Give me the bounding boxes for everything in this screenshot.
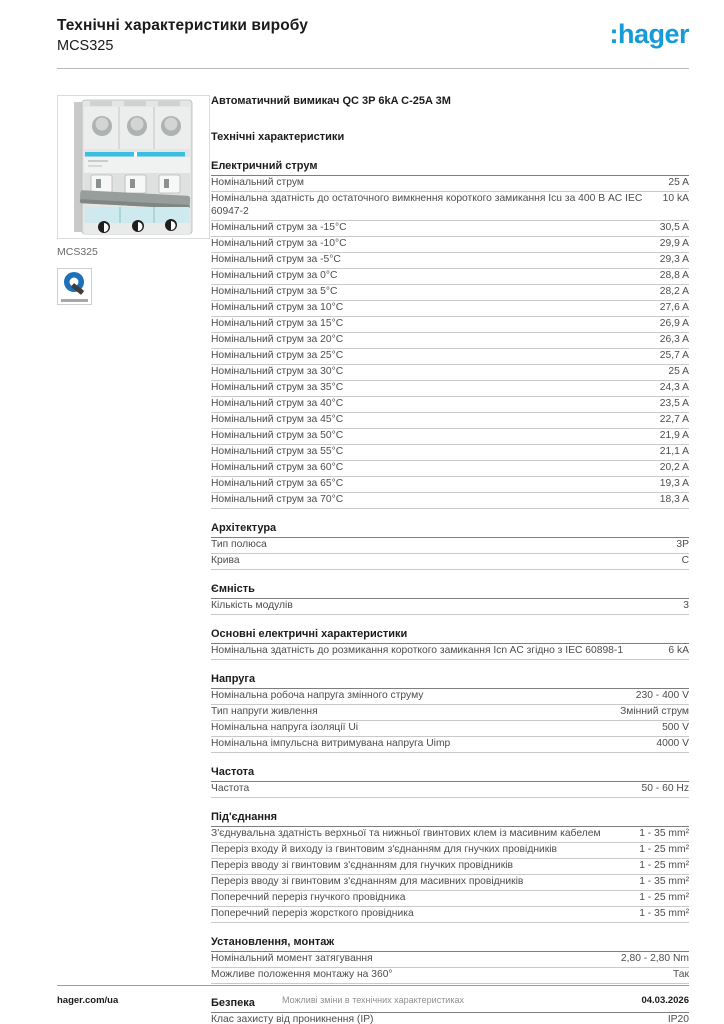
spec-label: Номінальна напруга ізоляції Ui (211, 721, 359, 733)
spec-row (211, 705, 689, 721)
spec-label: Номінальний струм за 60°C (211, 461, 344, 473)
spec-value: 30,5 A (659, 221, 689, 233)
spec-row (211, 445, 689, 461)
spec-label: Номінальний струм за 50°C (211, 429, 344, 441)
spec-value: 230 - 400 V (635, 689, 689, 701)
spec-label: Номінальний струм за 35°C (211, 381, 344, 393)
spec-label: Номінальний струм (211, 177, 304, 188)
footer-date: 04.03.2026 (641, 995, 689, 1006)
spec-label: Переріз вводу зі гвинтовим з'єднанням для гнучких провідників (211, 859, 513, 871)
spec-value: IP20 (667, 1013, 689, 1024)
quality-q-glyph (62, 271, 88, 297)
spec-value: 29,9 A (659, 237, 689, 249)
spec-value: 1 - 25 mm² (639, 843, 689, 855)
spec-label: Переріз входу й виходу із гвинтовим з'єднанням для гнучких провідників (211, 843, 558, 855)
spec-row (211, 891, 689, 907)
spec-label: Номінальний струм за 65°C (211, 477, 344, 489)
spec-row (211, 1013, 689, 1024)
spec-value: 19,3 A (659, 477, 689, 489)
spec-label: Номінальний струм за 15°C (211, 317, 344, 329)
spec-row (211, 644, 689, 660)
spec-label: Номінальна здатність до розмикання короткого замикання Icn AC згідно з IEC 60898-1 (211, 644, 624, 656)
spec-label: Номінальна здатність до остаточного вимкнення короткого замикання Icu за 400 В AC IEC 60947-2 (211, 193, 643, 217)
spec-section (211, 583, 689, 615)
quality-q-mark-icon (57, 268, 92, 305)
spec-label: Номінальний струм за 40°C (211, 397, 344, 409)
spec-section-title: Частота (211, 766, 689, 782)
spec-value: 6 kA (668, 644, 689, 656)
spec-label: Номінальний струм за 70°C (211, 493, 344, 505)
spec-section-title: Напруга (211, 673, 689, 689)
spec-section-title: Під'єднання (211, 811, 689, 827)
circuit-breaker-illustration (58, 96, 209, 238)
spec-section-title: Ємність (211, 583, 689, 599)
spec-value: Так (672, 968, 689, 980)
spec-label: Номінальний струм за 55°C (211, 445, 344, 457)
spec-value: 29,3 A (659, 253, 689, 265)
spec-row (211, 237, 689, 253)
tech-characteristics-title: Технічні характеристики (211, 131, 345, 143)
spec-section (211, 628, 689, 660)
spec-value: 25,7 A (659, 349, 689, 361)
spec-row (211, 599, 689, 615)
spec-value: 4000 V (656, 737, 689, 749)
spec-label: Тип напруги живлення (211, 705, 318, 717)
spec-row (211, 843, 689, 859)
spec-label: Номінальний струм за 20°C (211, 333, 344, 345)
spec-label: Номінальна робоча напруга змінного струму (211, 689, 424, 701)
spec-value: 21,1 A (659, 445, 689, 457)
spec-row (211, 429, 689, 445)
spec-label: Номінальний струм за -10°C (211, 237, 347, 249)
main-column (211, 95, 689, 1024)
spec-value: 1 - 25 mm² (639, 891, 689, 903)
spec-section (211, 811, 689, 923)
spec-label: Номінальний струм за -15°C (211, 221, 347, 233)
product-caption: MCS325 (57, 246, 98, 258)
spec-label: Номінальний струм за 30°C (211, 365, 344, 377)
header-divider (57, 68, 689, 69)
spec-label: Можливе положення монтажу на 360° (211, 968, 393, 980)
spec-value: 1 - 25 mm² (639, 859, 689, 871)
spec-value: 23,5 A (659, 397, 689, 409)
spec-label: Переріз вводу зі гвинтовим з'єднанням для масивних провідників (211, 875, 524, 887)
spec-row (211, 221, 689, 237)
spec-label: Крива (211, 554, 240, 566)
page-footer (57, 995, 689, 1006)
spec-row (211, 689, 689, 705)
spec-section (211, 673, 689, 753)
cert-logo-caption-bar (61, 299, 88, 302)
spec-label: Кількість модулів (211, 599, 293, 611)
spec-row (211, 333, 689, 349)
spec-table (211, 160, 689, 1024)
spec-row (211, 859, 689, 875)
spec-row (211, 381, 689, 397)
footer-disclaimer: Можливі зміни в технічних характеристиках (282, 995, 464, 1005)
spec-value: 50 - 60 Hz (641, 782, 689, 794)
spec-row (211, 397, 689, 413)
spec-value: 1 - 35 mm² (639, 907, 689, 919)
spec-value: 27,6 A (659, 301, 689, 313)
footer-website: hager.com/ua (57, 995, 119, 1006)
spec-row (211, 907, 689, 923)
spec-row (211, 538, 689, 554)
spec-label: З'єднувальна здатність верхньої та нижньої гвинтових клем із масивним кабелем (211, 827, 601, 839)
spec-section-title: Безпека (211, 997, 689, 1013)
spec-label: Номінальна імпульсна витримувана напруга Uimp (211, 737, 451, 749)
spec-label: Тип полюса (211, 538, 267, 550)
spec-label: Поперечний переріз гнучкого провідника (211, 891, 406, 903)
spec-row (211, 461, 689, 477)
spec-row (211, 782, 689, 798)
spec-row (211, 968, 689, 984)
page-header (57, 17, 689, 54)
spec-value: 25 A (668, 365, 689, 377)
spec-value: 20,2 A (659, 461, 689, 473)
spec-row (211, 827, 689, 843)
footer-divider (57, 985, 689, 986)
spec-row (211, 269, 689, 285)
spec-section-title: Архітектура (211, 522, 689, 538)
spec-row (211, 365, 689, 381)
left-column (57, 95, 210, 305)
spec-row (211, 477, 689, 493)
spec-row (211, 413, 689, 429)
spec-value: 1 - 35 mm² (639, 827, 689, 839)
spec-section (211, 936, 689, 984)
spec-value: 1 - 35 mm² (639, 875, 689, 887)
spec-row (211, 875, 689, 891)
spec-row (211, 493, 689, 509)
spec-value: C (681, 554, 689, 566)
spec-row (211, 952, 689, 968)
spec-section-title: Електричний струм (211, 160, 689, 176)
spec-section (211, 160, 689, 509)
spec-value: 22,7 A (659, 413, 689, 425)
spec-value: 500 V (662, 721, 689, 733)
spec-value: 2,80 - 2,80 Nm (620, 952, 689, 964)
spec-label: Номінальний момент затягування (211, 952, 373, 964)
spec-label: Номінальний струм за 0°C (211, 269, 338, 281)
spec-label: Номінальний струм за 10°C (211, 301, 344, 313)
spec-value: 3 (683, 599, 689, 611)
spec-row (211, 176, 689, 192)
spec-label: Клас захисту від проникнення (IP) (211, 1013, 374, 1024)
spec-row (211, 192, 689, 221)
page-subtitle: MCS325 (57, 38, 114, 54)
spec-value: 28,8 A (659, 269, 689, 281)
spec-label: Номінальний струм за -5°C (211, 253, 341, 265)
spec-value: 21,9 A (659, 429, 689, 441)
spec-label: Номінальний струм за 5°C (211, 285, 338, 297)
product-name: Автоматичний вимикач QC 3P 6kA C-25A 3M (211, 95, 451, 107)
spec-value: 24,3 A (659, 381, 689, 393)
spec-value: 25 A (668, 177, 689, 188)
spec-row (211, 317, 689, 333)
page-title: Технічні характеристики виробу (57, 17, 308, 34)
spec-label: Поперечний переріз жорсткого провідника (211, 907, 414, 919)
spec-row (211, 737, 689, 753)
spec-value: 10 kA (662, 193, 689, 204)
spec-label: Номінальний струм за 25°C (211, 349, 344, 361)
spec-value: 28,2 A (659, 285, 689, 297)
spec-value: 26,3 A (659, 333, 689, 345)
spec-row (211, 301, 689, 317)
spec-section (211, 522, 689, 570)
spec-value: 18,3 A (659, 493, 689, 505)
spec-row (211, 253, 689, 269)
spec-section (211, 766, 689, 798)
spec-label: Номінальний струм за 45°C (211, 413, 344, 425)
spec-row (211, 721, 689, 737)
spec-value: 26,9 A (659, 317, 689, 329)
spec-section-title: Основні електричні характеристики (211, 628, 689, 644)
product-photo (57, 95, 210, 239)
spec-row (211, 285, 689, 301)
spec-section-title: Установлення, монтаж (211, 936, 689, 952)
spec-row (211, 349, 689, 365)
spec-label: Частота (211, 782, 250, 794)
spec-value: 3P (676, 538, 689, 550)
spec-row (211, 554, 689, 570)
hager-logo-icon: :hager (609, 19, 689, 49)
spec-value: Змінний струм (620, 705, 689, 717)
